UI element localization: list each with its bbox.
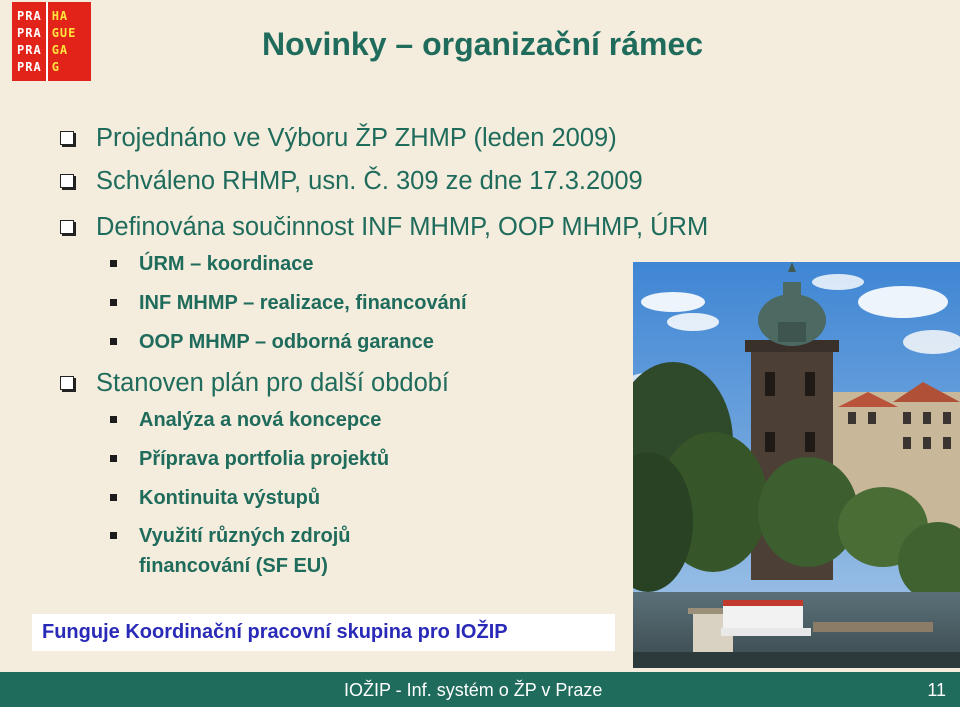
square-bullet-icon [110, 299, 117, 306]
logo-text: GUE [51, 25, 77, 40]
square-bullet-icon [110, 260, 117, 267]
logo-left-column [12, 2, 42, 81]
square-bullet-icon [110, 494, 117, 501]
checkbox-bullet-icon [60, 376, 74, 390]
logo-text: PRA [17, 26, 42, 40]
square-bullet-icon [110, 532, 117, 539]
bullet-text: Definována součinnost INF MHMP, OOP MHMP, ÚRM [96, 213, 709, 241]
sub-bullet-text: Využití různých zdrojů [139, 525, 351, 547]
sub-bullet-text: Kontinuita výstupů [139, 487, 321, 509]
sub-bullet-text: OOP MHMP – odborná garance [139, 331, 434, 353]
list-item [60, 212, 960, 242]
footer-bar [0, 672, 960, 707]
square-bullet-icon [110, 416, 117, 423]
footer-text: IOŽIP - Inf. systém o ŽP v Praze [344, 680, 603, 700]
sub-bullet-text: financování (SF EU) [139, 555, 328, 577]
page-number: 11 [927, 680, 946, 700]
prague-water-tower-photo [633, 262, 960, 668]
bullet-text: Schváleno RHMP, usn. Č. 309 ze dne 17.3.2009 [96, 167, 643, 195]
sub-bullet-text-wrap [139, 524, 351, 578]
sub-bullet-text: Příprava portfolia projektů [139, 448, 390, 470]
logo-text: PRA [17, 9, 42, 23]
praha-logo [12, 2, 91, 81]
logo-text: PRA [17, 43, 42, 57]
logo-text: G [51, 59, 60, 74]
sub-bullet-text: ÚRM – koordinace [139, 253, 314, 275]
logo-right-column [46, 2, 77, 81]
sub-bullet-text: INF MHMP – realizace, financování [139, 292, 467, 314]
logo-text: HA [51, 8, 69, 23]
logo-text: PRA [17, 60, 42, 74]
bullet-text: Stanoven plán pro další období [96, 369, 450, 397]
sub-bullet-text: Analýza a nová koncepce [139, 409, 382, 431]
checkbox-bullet-icon [60, 131, 74, 145]
list-item [60, 123, 960, 153]
bullet-text: Projednáno ve Výboru ŽP ZHMP (leden 2009) [96, 124, 617, 152]
checkbox-bullet-icon [60, 220, 74, 234]
square-bullet-icon [110, 455, 117, 462]
callout-box: Funguje Koordinační pracovní skupina pro IOŽIP [32, 614, 615, 651]
logo-text: GA [51, 42, 69, 57]
list-item [60, 166, 960, 196]
slide-title: Novinky – organizační rámec [262, 26, 704, 62]
square-bullet-icon [110, 338, 117, 345]
checkbox-bullet-icon [60, 174, 74, 188]
